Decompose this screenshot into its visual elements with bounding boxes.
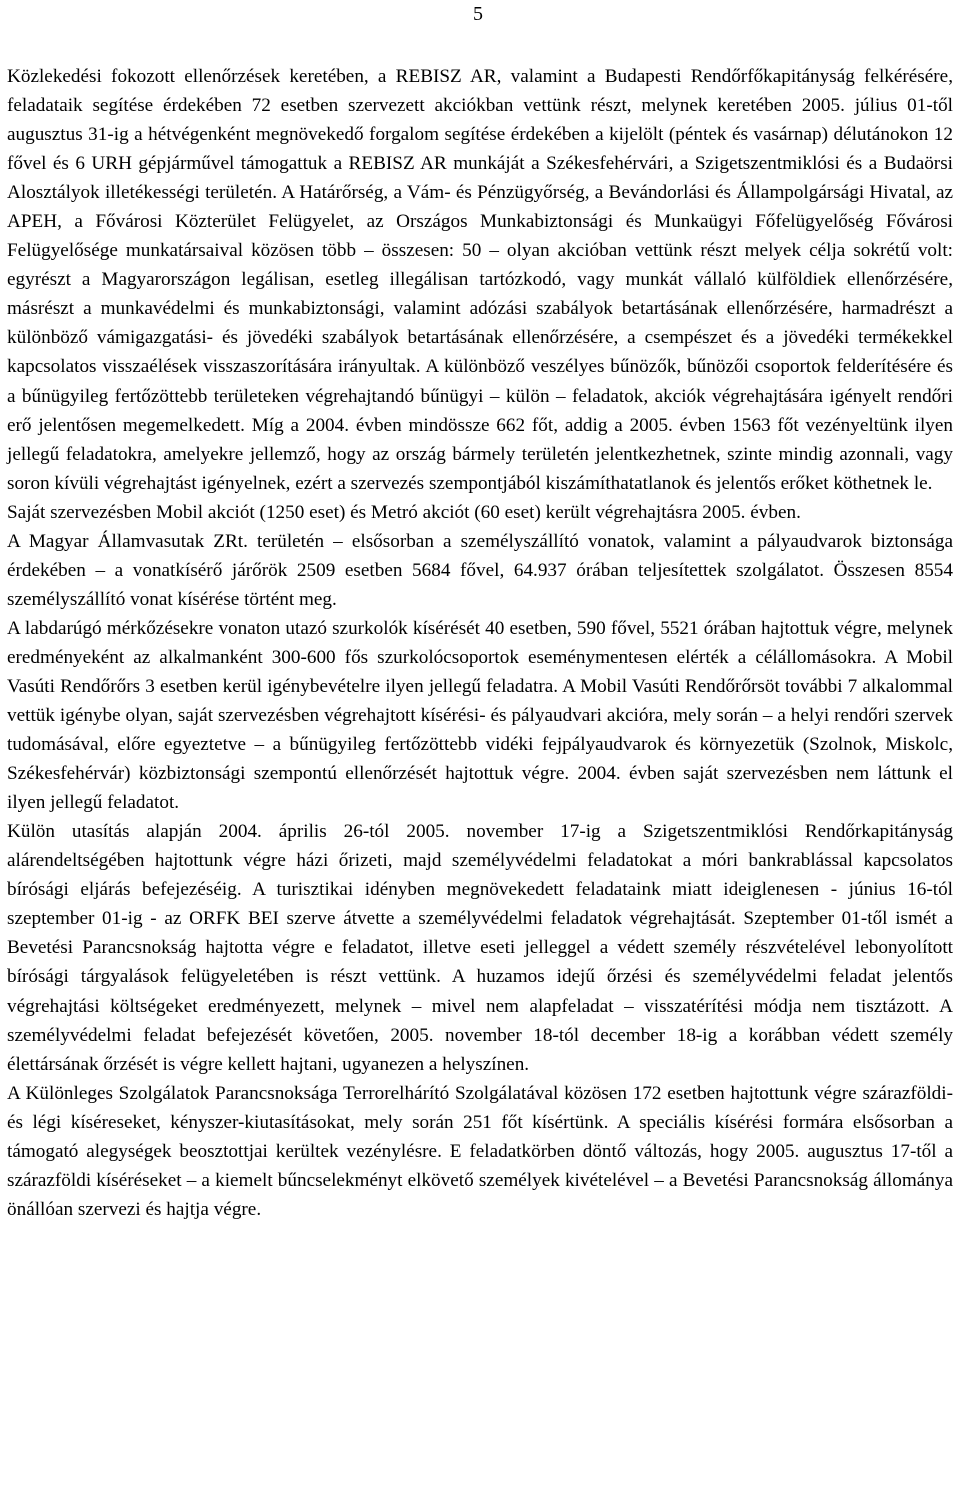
paragraph-traffic-control: Közlekedési fokozott ellenőrzések keretében, a REBISZ AR, valamint a Budapesti Rendőrfőkapitányság felkérésére, feladataik segítése érdekében 72 esetben szervezett akciókban vettünk részt, melynek keretében 2005. július 01-től augusztus 31-ig a hétvégenként megnövekedő forgalom segítése érdekében a kijelölt (péntek és vasárnap) délutánokon 12 fővel és 6 URH gépjárművel támogattuk a REBISZ AR munkáját a Székesfehérvári, a Szigetszentmiklósi és a Budaörsi Alosztályok illetékességi területén. A Határőrség, a Vám- és Pénzügyőrség, a Bevándorlási és Állampolgársági Hivatal, az APEH, a Fővárosi Közterület Felügyelet, az Országos Munkabiztonsági és Munkaügyi Főfelügyelőség Fővárosi Felügyelősége munkatársaival közösen több – összesen: 50 – olyan akcióban vettünk részt melyek célja sokrétű volt: egyrészt a Magyarországon legálisan, esetleg illegálisan tartózkodó, vagy munkát vállaló külföldiek ellenőrzésére, másrészt a munkavédelmi és munkabiztonsági, valamint adózási szabályok betartásának ellenőrzésére, harmadrészt a különböző vámigazgatási- és jövedéki szabályok betartásának ellenőrzésére, a csempészet és a jövedéki termékekkel kapcsolatos visszaélések visszaszorítására irányultak. A különböző veszélyes bűnözők, bűnözői csoportok felderítésére és a bűnügyileg fertőzöttebb területeken végrehajtandó bűnügyi – külön – feladatok, akciók végrehajtására igényelt rendőri erő jelentősen megemelkedett. Míg a 2004. évben mindössze 662 főt, addig a 2005. évben 1563 főt vezényeltünk ilyen jellegű feladatokra, amelyekre jellemző, hogy az ország bármely területén jelentkezhetnek, szinte mindig azonnali, vagy soron kívüli végrehajtást igényelnek, ezért a szervezés szempontjából kiszámíthatatlanok és jelentős erőket köthetnek le.: [7, 66, 953, 494]
paragraph-personal-protection: Külön utasítás alapján 2004. április 26-tól 2005. november 17-ig a Szigetszentmiklósi Rendőrkapitányság alárendeltségében hajtottunk végre házi őrizeti, majd személyvédelmi feladatokat a móri bankrablással kapcsolatos bírósági eljárás befejezéséig. A turisztikai idényben megnövekedett feladataink miatt ideiglenesen - június 16-tól szeptember 01-ig - az ORFK BEI szerve átvette a személyvédelmi feladatok végrehajtását. Szeptember 01-től ismét a Bevetési Parancsnokság hajtotta végre e feladatot, illetve eseti jelleggel a védett személy részvételével lebonyolított bírósági tárgyalások felügyeletében is részt vettünk. A huzamos idejű őrzési és személyvédelmi feladat jelentős végrehajtási költségeket eredményezett, melynek – mivel nem alapfeladat – visszatérítési módja nem tisztázott. A személyvédelmi feladat befejezését követően, 2005. november 18-tól december 18-ig a korábban védett személy élettársának őrzését is végre kellett hajtani, ugyanezen a helyszínen.: [7, 821, 953, 1075]
paragraph-special-escort: A Különleges Szolgálatok Parancsnoksága Terrorelhárító Szolgálatával közösen 172 esetben hajtottunk végre szárazföldi- és légi kíséreseket, kényszer-kiutasításokat, mely során 251 főt kísértünk. A speciális kísérési formára elsősorban a támogató alegységek beosztottjai kerültek vezénylésre. E feladatkörben döntő változás, hogy 2005. augusztus 17-től a szárazföldi kíséréseket – a kiemelt bűncselekményt elkövető személyek kivételével – a Bevetési Parancsnokság állománya önállóan szervezi és hajtja végre.: [7, 1082, 953, 1220]
paragraph-football-escort: A labdarúgó mérkőzésekre vonaton utazó szurkolók kísérését 40 esetben, 590 fővel, 5521 órában hajtottuk végre, melynek eredményeként az alkalmanként 300-600 fős szurkolócsoportok eseménymentesen elérték a célállomásokra. A Mobil Vasúti Rendőrőrs 3 esetben kerül igénybevételre ilyen jellegű feladatra. A Mobil Vasúti Rendőrőrsöt további 7 alkalommal vettük igénybe olyan, saját szervezésben végrehajtott kísérési- és pályaudvari akcióra, mely során – a helyi rendőri szervek tudomásával, előre egyeztetve – a bűnügyileg fertőzöttebb vidéki fejpályaudvarok és környezetük (Szolnok, Miskolc, Székesfehérvár) közbiztonsági szempontú ellenőrzését hajtottuk végre. 2004. évben saját szervezésben nem láttunk el ilyen jellegű feladatot.: [7, 617, 953, 814]
document-body: [7, 62, 953, 1224]
paragraph-own-actions: Saját szervezésben Mobil akciót (1250 eset) és Metró akciót (60 eset) került végrehajtásra 2005. évben.: [7, 501, 801, 523]
page-number: 5: [473, 3, 483, 25]
paragraph-railway-patrol: A Magyar Államvasutak ZRt. területén – elsősorban a személyszállító vonatok, valamint a pályaudvarok biztonsága érdekében – a vonatkísérő járőrök 2509 esetben 5684 fővel, 64.937 órában teljesítettek szolgálatot. Összesen 8554 személyszállító vonat kísérése történt meg.: [7, 530, 953, 610]
